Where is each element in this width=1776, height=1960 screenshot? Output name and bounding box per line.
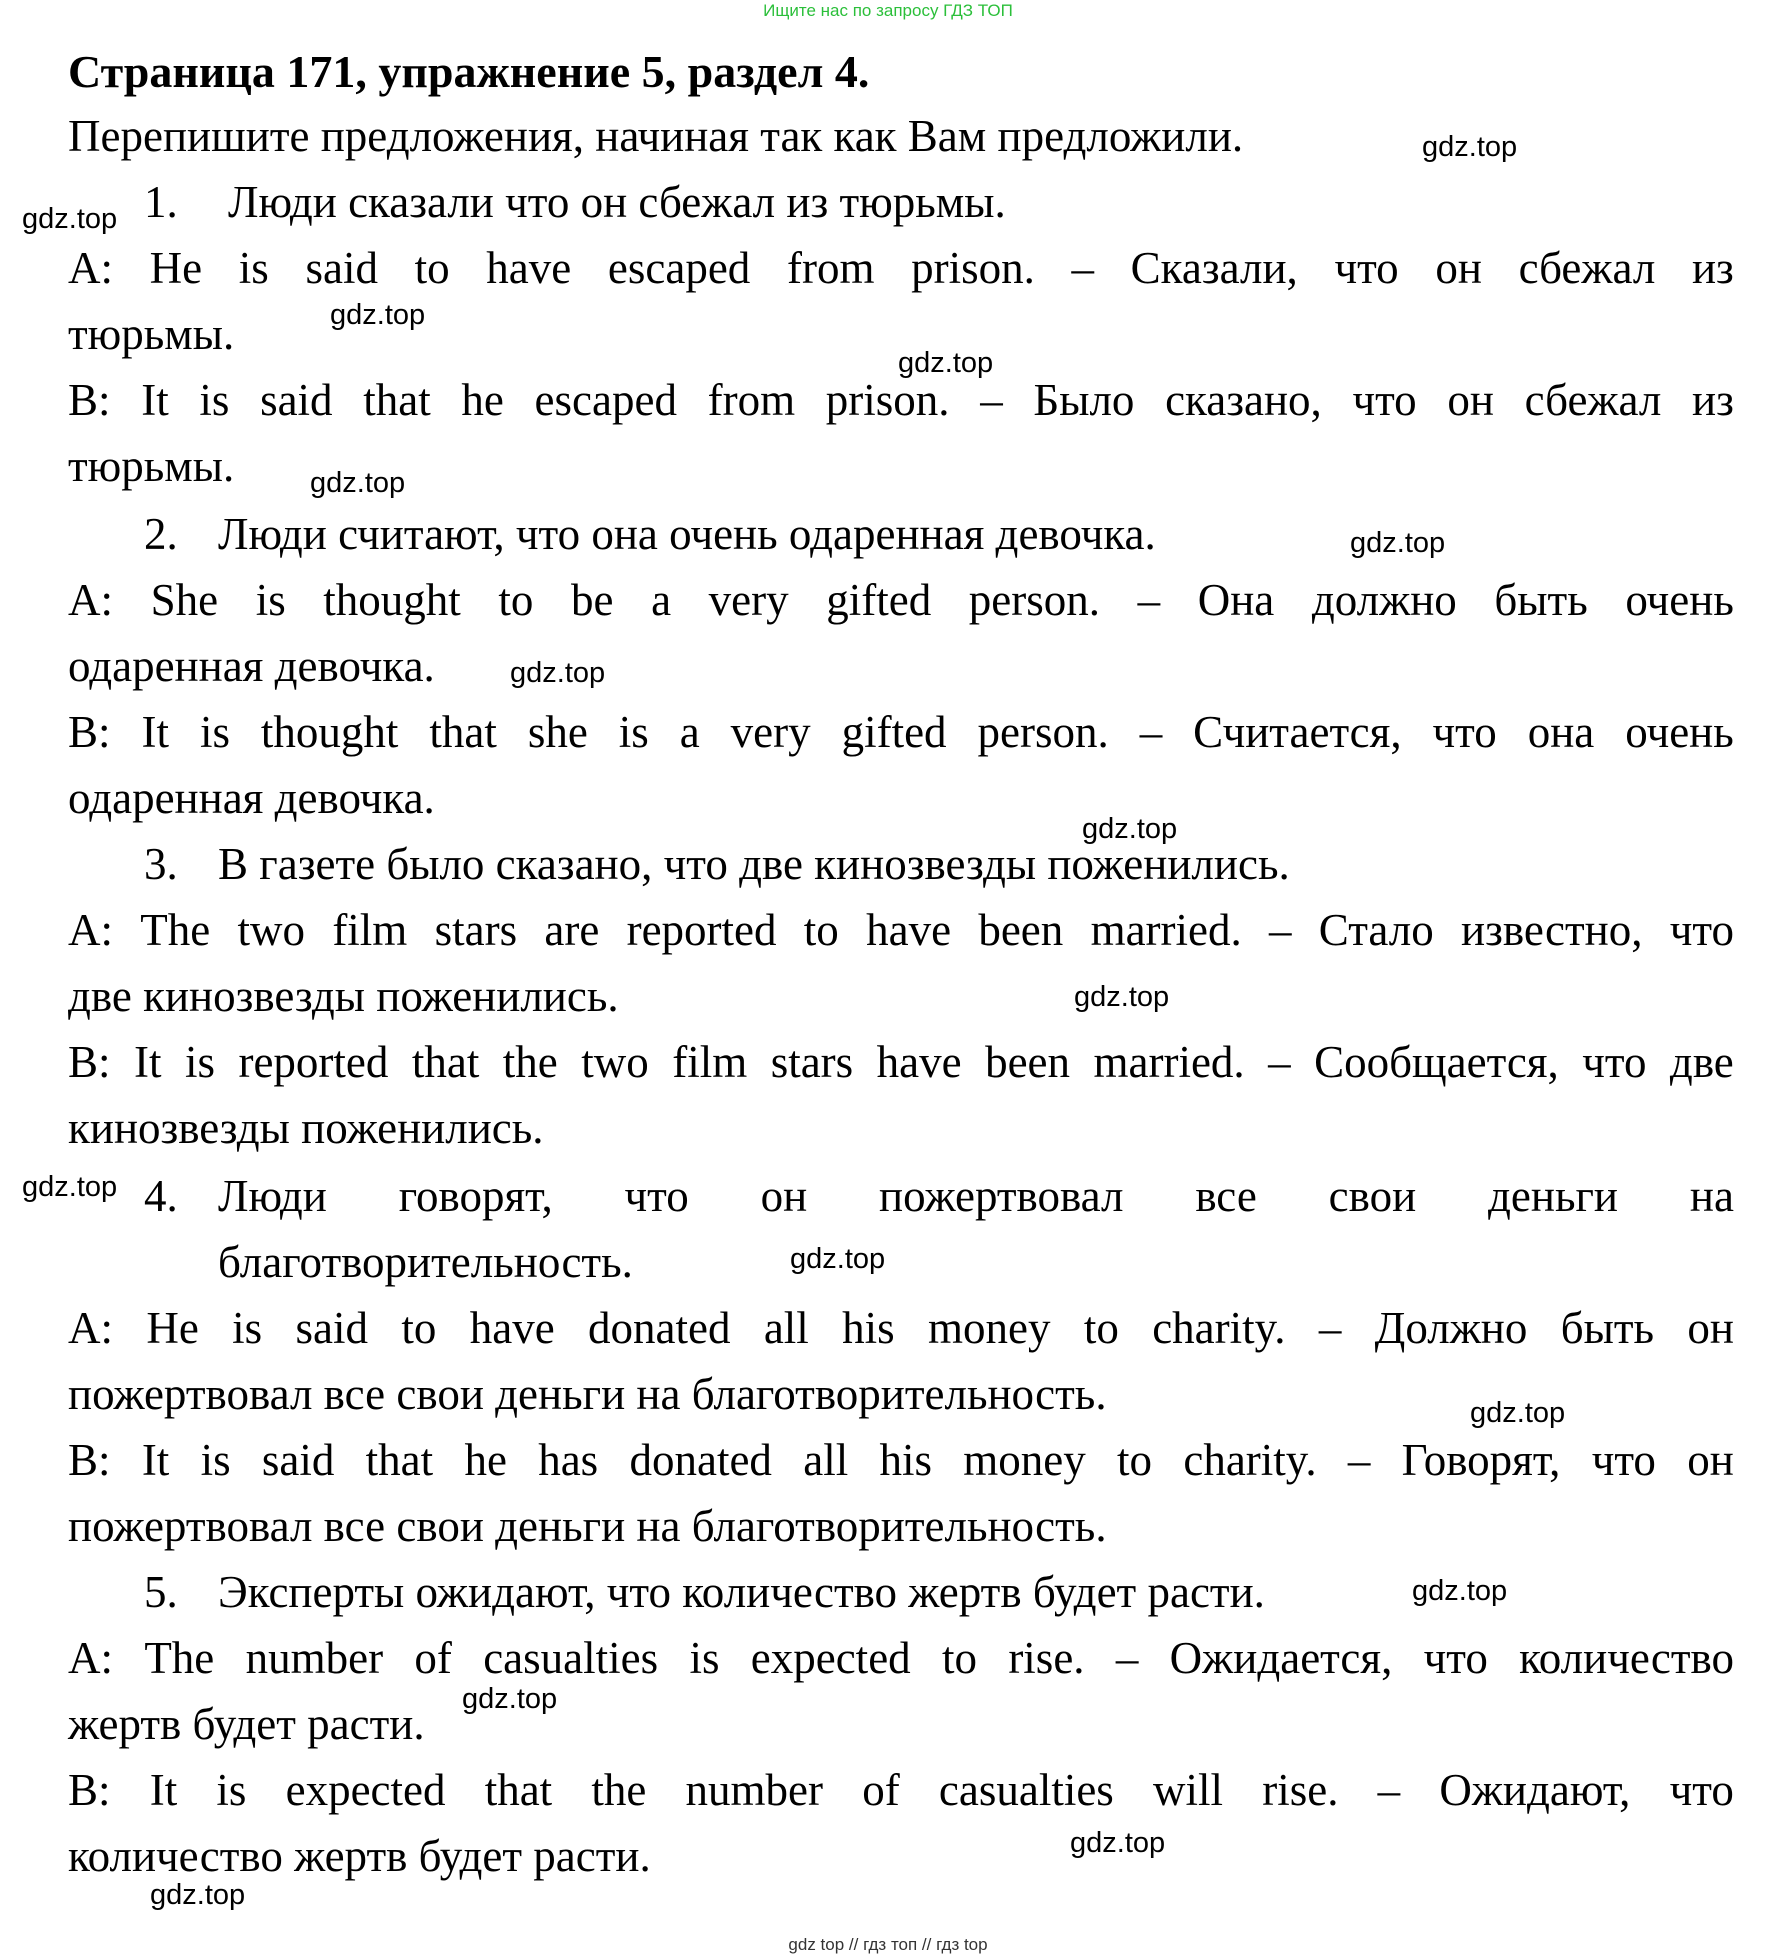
word: очень bbox=[1625, 575, 1734, 625]
word: он bbox=[1687, 1303, 1734, 1353]
word: expected bbox=[285, 1765, 446, 1815]
word: to bbox=[498, 575, 534, 625]
word: что bbox=[1582, 1037, 1647, 1087]
word: количество bbox=[1519, 1633, 1734, 1683]
word: Считается, bbox=[1193, 707, 1402, 757]
word: что bbox=[1669, 1765, 1734, 1815]
answer-b-line bbox=[68, 1762, 1734, 1818]
word: to bbox=[1117, 1435, 1153, 1485]
word: Ожидается, bbox=[1169, 1633, 1393, 1683]
word: married. bbox=[1093, 1037, 1245, 1087]
word: money bbox=[928, 1303, 1051, 1353]
word: She bbox=[150, 575, 219, 625]
word: said bbox=[295, 1303, 369, 1353]
word: to bbox=[1083, 1303, 1119, 1353]
word: The bbox=[140, 905, 211, 955]
word: charity. bbox=[1183, 1435, 1317, 1485]
word: Должно bbox=[1374, 1303, 1528, 1353]
watermark: gdz.top bbox=[462, 1683, 558, 1715]
word: very bbox=[708, 575, 789, 625]
word: – bbox=[1268, 1037, 1291, 1087]
watermark: gdz.top bbox=[898, 347, 994, 379]
word: that bbox=[429, 707, 497, 757]
word: have bbox=[876, 1037, 962, 1087]
word: It bbox=[141, 707, 169, 757]
word: он bbox=[1687, 1435, 1734, 1485]
answer-b-line: количество жертв будет расти. bbox=[68, 1831, 651, 1881]
watermark: gdz.top bbox=[310, 467, 406, 499]
word: that bbox=[365, 1435, 434, 1485]
word: что bbox=[1432, 707, 1497, 757]
answer-a-line: пожертвовал все свои деньги на благотворительность. bbox=[68, 1369, 1107, 1419]
word: is bbox=[232, 1303, 263, 1353]
word: он bbox=[1435, 243, 1482, 293]
word: что bbox=[1352, 375, 1417, 425]
word: to bbox=[803, 905, 839, 955]
word: – bbox=[980, 375, 1003, 425]
word: thought bbox=[260, 707, 399, 757]
word: сказано, bbox=[1165, 375, 1322, 425]
watermark: gdz.top bbox=[1070, 1827, 1166, 1859]
word: – bbox=[1071, 243, 1095, 293]
word: stars bbox=[770, 1037, 854, 1087]
word: money bbox=[963, 1435, 1086, 1485]
word: stars bbox=[434, 905, 518, 955]
word: will bbox=[1153, 1765, 1224, 1815]
word: rise. bbox=[1262, 1765, 1339, 1815]
word: casualties bbox=[938, 1765, 1114, 1815]
word: of bbox=[862, 1765, 900, 1815]
word: He bbox=[146, 1303, 199, 1353]
word: casualties bbox=[483, 1633, 659, 1683]
watermark: gdz.top bbox=[1082, 813, 1178, 845]
word: сбежал bbox=[1518, 243, 1656, 293]
word: что bbox=[1591, 1435, 1656, 1485]
word: film bbox=[332, 905, 408, 955]
word: Стало bbox=[1318, 905, 1434, 955]
word: is bbox=[255, 575, 286, 625]
answer-a-line: две кинозвезды поженились. bbox=[68, 971, 619, 1021]
word: – bbox=[1347, 1435, 1371, 1485]
question-number: 1. bbox=[144, 177, 178, 227]
watermark: gdz.top bbox=[1470, 1397, 1566, 1429]
word: Сообщается, bbox=[1314, 1037, 1559, 1087]
word: person. bbox=[968, 575, 1101, 625]
word: that bbox=[484, 1765, 553, 1815]
word: be bbox=[571, 575, 614, 625]
word: he bbox=[464, 1435, 507, 1485]
word: – bbox=[1137, 575, 1161, 625]
word: been bbox=[978, 905, 1064, 955]
watermark: gdz.top bbox=[1422, 131, 1518, 163]
word: что bbox=[1423, 1633, 1488, 1683]
instruction-text: Перепишите предложения, начиная так как Вам предложили. bbox=[68, 111, 1244, 161]
word: is bbox=[238, 243, 269, 293]
word: is bbox=[216, 1765, 247, 1815]
answer-a-line bbox=[68, 1630, 1734, 1686]
word: are bbox=[544, 905, 600, 955]
top-banner: Ищите нас по запросу ГДЗ ТОП bbox=[763, 1, 1013, 20]
word: escaped bbox=[534, 375, 677, 425]
word: has bbox=[538, 1435, 599, 1485]
word: что bbox=[624, 1171, 689, 1221]
answer-b-line bbox=[68, 1034, 1734, 1090]
word: свои bbox=[1328, 1171, 1417, 1221]
word: reported bbox=[626, 905, 777, 955]
word: a bbox=[651, 575, 672, 625]
question-number: 2. bbox=[144, 509, 178, 559]
word: A: bbox=[68, 243, 113, 293]
answer-a-line: одаренная девочка. bbox=[68, 641, 435, 691]
watermark: gdz.top bbox=[150, 1879, 246, 1911]
word: he bbox=[461, 375, 504, 425]
word: все bbox=[1195, 1171, 1257, 1221]
word: Говорят, bbox=[1401, 1435, 1561, 1485]
word: сбежал bbox=[1524, 375, 1662, 425]
word: Сказали, bbox=[1130, 243, 1298, 293]
word: to bbox=[401, 1303, 437, 1353]
watermark: gdz.top bbox=[1350, 527, 1446, 559]
word: two bbox=[237, 905, 306, 955]
word: – bbox=[1377, 1765, 1401, 1815]
word: A: bbox=[68, 905, 113, 955]
word: number bbox=[245, 1633, 384, 1683]
word: is bbox=[199, 707, 230, 757]
word: rise. bbox=[1008, 1633, 1085, 1683]
word: his bbox=[879, 1435, 932, 1485]
answer-b-line: одаренная девочка. bbox=[68, 773, 435, 823]
word: что bbox=[1669, 905, 1734, 955]
answer-a-line bbox=[68, 902, 1734, 958]
word: он bbox=[760, 1171, 808, 1221]
word: он bbox=[1447, 375, 1494, 425]
word: she bbox=[527, 707, 588, 757]
watermark: gdz.top bbox=[510, 657, 606, 689]
word: gifted bbox=[841, 707, 947, 757]
watermark: gdz.top bbox=[22, 203, 118, 235]
word: B: bbox=[68, 1435, 111, 1485]
word: B: bbox=[68, 707, 111, 757]
word: married. bbox=[1090, 905, 1242, 955]
question-text: В газете было сказано, что две кинозвезды поженились. bbox=[218, 839, 1290, 889]
word: is bbox=[689, 1633, 720, 1683]
word: две bbox=[1669, 1037, 1734, 1087]
word: – bbox=[1115, 1633, 1139, 1683]
word: деньги bbox=[1488, 1171, 1619, 1221]
word: очень bbox=[1625, 707, 1734, 757]
word: – bbox=[1139, 707, 1163, 757]
word: is bbox=[618, 707, 649, 757]
word: что bbox=[1334, 243, 1399, 293]
word: A: bbox=[68, 575, 113, 625]
word: is bbox=[200, 1435, 231, 1485]
word: A: bbox=[68, 1633, 113, 1683]
word: donated bbox=[588, 1303, 731, 1353]
answer-b-line bbox=[68, 1432, 1734, 1488]
watermark: gdz.top bbox=[1074, 981, 1170, 1013]
word: his bbox=[842, 1303, 895, 1353]
word: from bbox=[707, 375, 796, 425]
word: have bbox=[469, 1303, 555, 1353]
word: said bbox=[305, 243, 378, 293]
word: that bbox=[411, 1037, 480, 1087]
word: from bbox=[786, 243, 875, 293]
word: is bbox=[199, 375, 230, 425]
question-text bbox=[218, 1168, 1734, 1224]
word: expected bbox=[750, 1633, 911, 1683]
word: said bbox=[260, 375, 333, 425]
word: B: bbox=[68, 1037, 111, 1087]
word: на bbox=[1689, 1171, 1734, 1221]
word: The bbox=[144, 1633, 215, 1683]
watermark: gdz.top bbox=[330, 299, 426, 331]
word: have bbox=[486, 243, 572, 293]
word: – bbox=[1269, 905, 1292, 955]
word: prison. bbox=[911, 243, 1035, 293]
answer-b-line: пожертвовал все свои деньги на благотворительность. bbox=[68, 1501, 1107, 1551]
question-text: Эксперты ожидают, что количество жертв будет расти. bbox=[218, 1567, 1265, 1617]
word: It bbox=[141, 375, 169, 425]
answer-a-line bbox=[68, 572, 1734, 628]
word: Она bbox=[1197, 575, 1275, 625]
word: prison. bbox=[825, 375, 950, 425]
word: быть bbox=[1560, 1303, 1655, 1353]
question-number: 5. bbox=[144, 1567, 178, 1617]
word: – bbox=[1318, 1303, 1342, 1353]
word: been bbox=[985, 1037, 1071, 1087]
word: donated bbox=[629, 1435, 772, 1485]
question-text: Люди считают, что она очень одаренная девочка. bbox=[218, 509, 1156, 559]
word: the bbox=[591, 1765, 647, 1815]
page-title: Страница 171, упражнение 5, раздел 4. bbox=[68, 46, 870, 97]
word: said bbox=[261, 1435, 335, 1485]
question-number: 4. bbox=[144, 1171, 178, 1221]
answer-b-line bbox=[68, 372, 1734, 428]
answer-a-line: жертв будет расти. bbox=[68, 1699, 425, 1749]
word: известно, bbox=[1461, 905, 1643, 955]
word: из bbox=[1691, 243, 1734, 293]
word: all bbox=[763, 1303, 809, 1353]
word: говорят, bbox=[398, 1171, 553, 1221]
answer-a-line bbox=[68, 240, 1734, 296]
word: It bbox=[141, 1435, 170, 1485]
question-number: 3. bbox=[144, 839, 178, 889]
watermark: gdz.top bbox=[1412, 1575, 1508, 1607]
word: B: bbox=[68, 375, 111, 425]
watermark: gdz.top bbox=[22, 1171, 118, 1203]
word: two bbox=[581, 1037, 649, 1087]
word: A: bbox=[68, 1303, 113, 1353]
word: have bbox=[866, 905, 952, 955]
question-text: Люди сказали что он сбежал из тюрьмы. bbox=[228, 177, 1006, 227]
word: It bbox=[149, 1765, 178, 1815]
answer-b-line: тюрьмы. bbox=[68, 441, 235, 491]
word: the bbox=[502, 1037, 558, 1087]
word: B: bbox=[68, 1765, 111, 1815]
answer-a-line: тюрьмы. bbox=[68, 309, 235, 359]
word: Люди bbox=[218, 1171, 327, 1221]
question-text: благотворительность. bbox=[218, 1237, 633, 1287]
word: она bbox=[1527, 707, 1595, 757]
word: Ожидают, bbox=[1439, 1765, 1631, 1815]
word: He bbox=[149, 243, 203, 293]
word: to bbox=[414, 243, 450, 293]
word: that bbox=[363, 375, 431, 425]
word: пожертвовал bbox=[879, 1171, 1124, 1221]
word: all bbox=[803, 1435, 849, 1485]
word: быть bbox=[1494, 575, 1588, 625]
watermark: gdz.top bbox=[790, 1243, 886, 1275]
answer-a-line bbox=[68, 1300, 1734, 1356]
word: is bbox=[184, 1037, 215, 1087]
word: из bbox=[1692, 375, 1734, 425]
answer-b-line: кинозвезды поженились. bbox=[68, 1103, 544, 1153]
word: должно bbox=[1311, 575, 1457, 625]
word: number bbox=[685, 1765, 824, 1815]
word: a bbox=[679, 707, 700, 757]
word: escaped bbox=[607, 243, 751, 293]
word: person. bbox=[977, 707, 1109, 757]
word: thought bbox=[323, 575, 461, 625]
word: charity. bbox=[1152, 1303, 1286, 1353]
word: to bbox=[941, 1633, 977, 1683]
word: gifted bbox=[826, 575, 932, 625]
answer-b-line bbox=[68, 704, 1734, 760]
word: It bbox=[134, 1037, 162, 1087]
word: film bbox=[672, 1037, 748, 1087]
word: Было bbox=[1033, 375, 1135, 425]
word: very bbox=[730, 707, 811, 757]
word: of bbox=[414, 1633, 452, 1683]
bottom-banner: gdz top // гдз топ // гдз top bbox=[788, 1935, 988, 1954]
word: reported bbox=[238, 1037, 389, 1087]
